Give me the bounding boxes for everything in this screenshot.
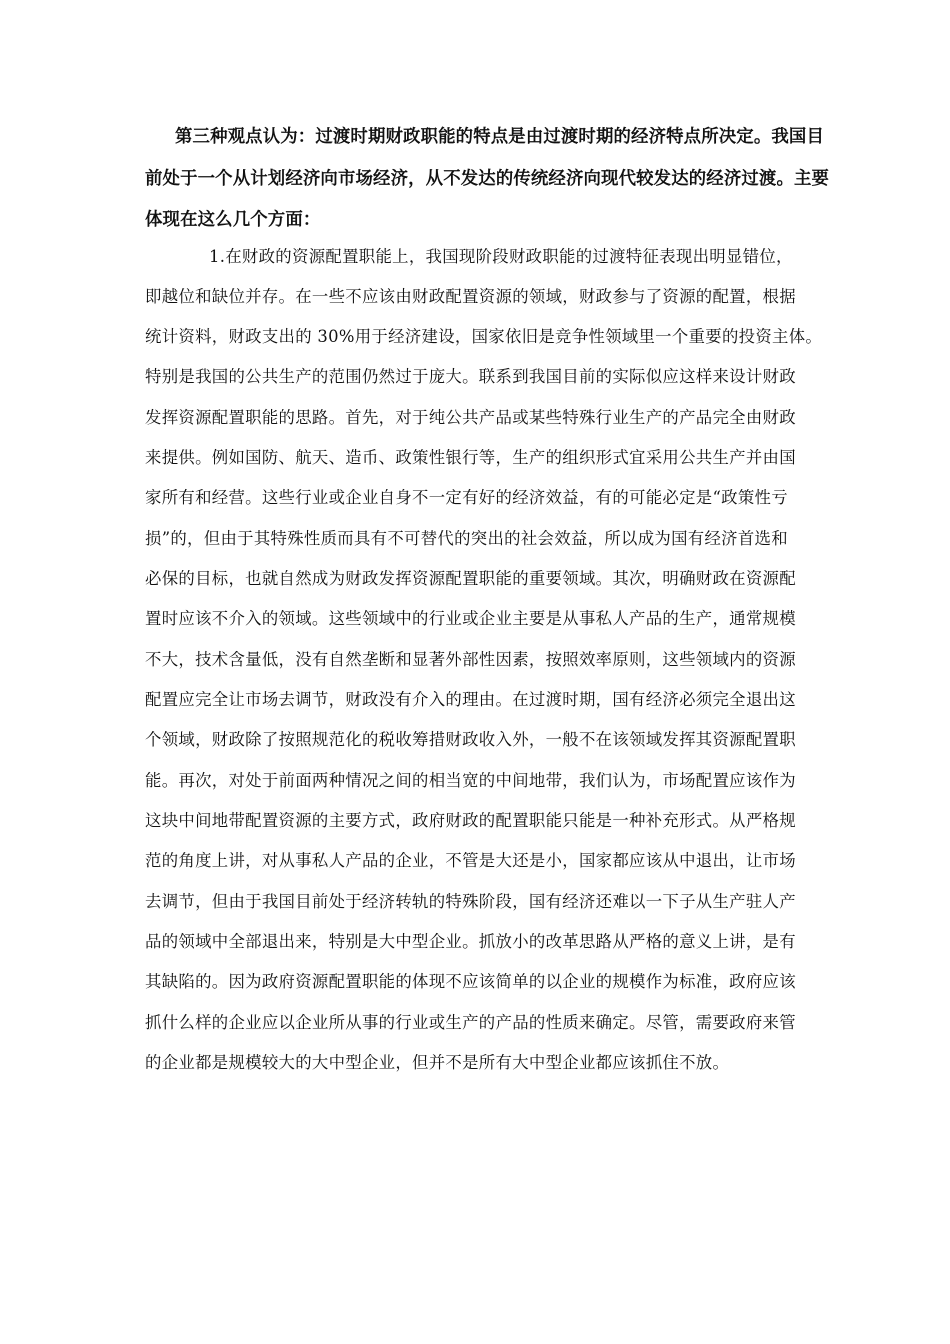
body-line: 不大，技术含量低，没有自然垄断和显著外部性因素，按照效率原则，这些领域内的资源: [145, 650, 796, 669]
body-line: 即越位和缺位并存。在一些不应该由财政配置资源的领域，财政参与了资源的配置，根据: [145, 287, 796, 306]
intro-line: 第三种观点认为：过渡时期财政职能的特点是由过渡时期的经济特点所决定。我国目: [175, 127, 825, 147]
body-line: 范的角度上讲，对从事私人产品的企业，不管是大还是小，国家都应该从中退出，让市场: [145, 851, 796, 870]
body-line: 必保的目标，也就自然成为财政发挥资源配置职能的重要领域。其次，明确财政在资源配: [145, 569, 796, 588]
intro-line: 体现在这么几个方面：: [145, 210, 321, 230]
body-line: 抓什么样的企业应以企业所从事的行业或生产的产品的性质来确定。尽管，需要政府来管: [145, 1013, 796, 1032]
body-line: 个领域，财政除了按照规范化的税收筹措财政收入外，一般不在该领域发挥其资源配置职: [145, 730, 796, 749]
body-line: 配置应完全让市场去调节，财政没有介入的理由。在过渡时期，国有经济必须完全退出这: [145, 690, 796, 709]
body-line: 的企业都是规模较大的大中型企业，但并不是所有大中型企业都应该抓住不放。: [145, 1053, 730, 1072]
body-line: 置时应该不介入的领域。这些领域中的行业或企业主要是从事私人产品的生产，通常规模: [145, 609, 796, 628]
body-line: 损”的，但由于其特殊性质而具有不可替代的突出的社会效益，所以成为国有经济首选和: [145, 529, 788, 548]
intro-line: 前处于一个从计划经济向市场经济，从不发达的传统经济向现代较发达的经济过渡。主要: [145, 169, 830, 189]
body-line: 能。再次，对处于前面两种情况之间的相当宽的中间地带，我们认为，市场配置应该作为: [145, 771, 796, 790]
body-line: 其缺陷的。因为政府资源配置职能的体现不应该简单的以企业的规模作为标准，政府应该: [145, 972, 796, 991]
body-line: 1.在财政的资源配置职能上，我国现阶段财政职能的过渡特征表现出明显错位，: [209, 247, 793, 266]
body-line: 品的领域中全部退出来，特别是大中型企业。抓放小的改革思路从严格的意义上讲，是有: [145, 932, 796, 951]
body-line: 发挥资源配置职能的思路。首先，对于纯公共产品或某些特殊行业生产的产品完全由财政: [145, 408, 796, 427]
body-line: 统计资料，财政支出的 30%用于经济建设，国家依旧是竞争性领域里一个重要的投资主体。: [145, 327, 823, 346]
body-line: 这块中间地带配置资源的主要方式，政府财政的配置职能只能是一种补充形式。从严格规: [145, 811, 796, 830]
body-line: 特别是我国的公共生产的范围仍然过于庞大。联系到我国目前的实际似应这样来设计财政: [145, 367, 796, 386]
body-line: 来提供。例如国防、航天、造币、政策性银行等，生产的组织形式宜采用公共生产并由国: [145, 448, 796, 467]
body-line: 去调节，但由于我国目前处于经济转轨的特殊阶段，国有经济还难以一下子从生产驻人产: [145, 892, 796, 911]
body-line: 家所有和经营。这些行业或企业自身不一定有好的经济效益，有的可能必定是“政策性亏: [145, 488, 788, 507]
